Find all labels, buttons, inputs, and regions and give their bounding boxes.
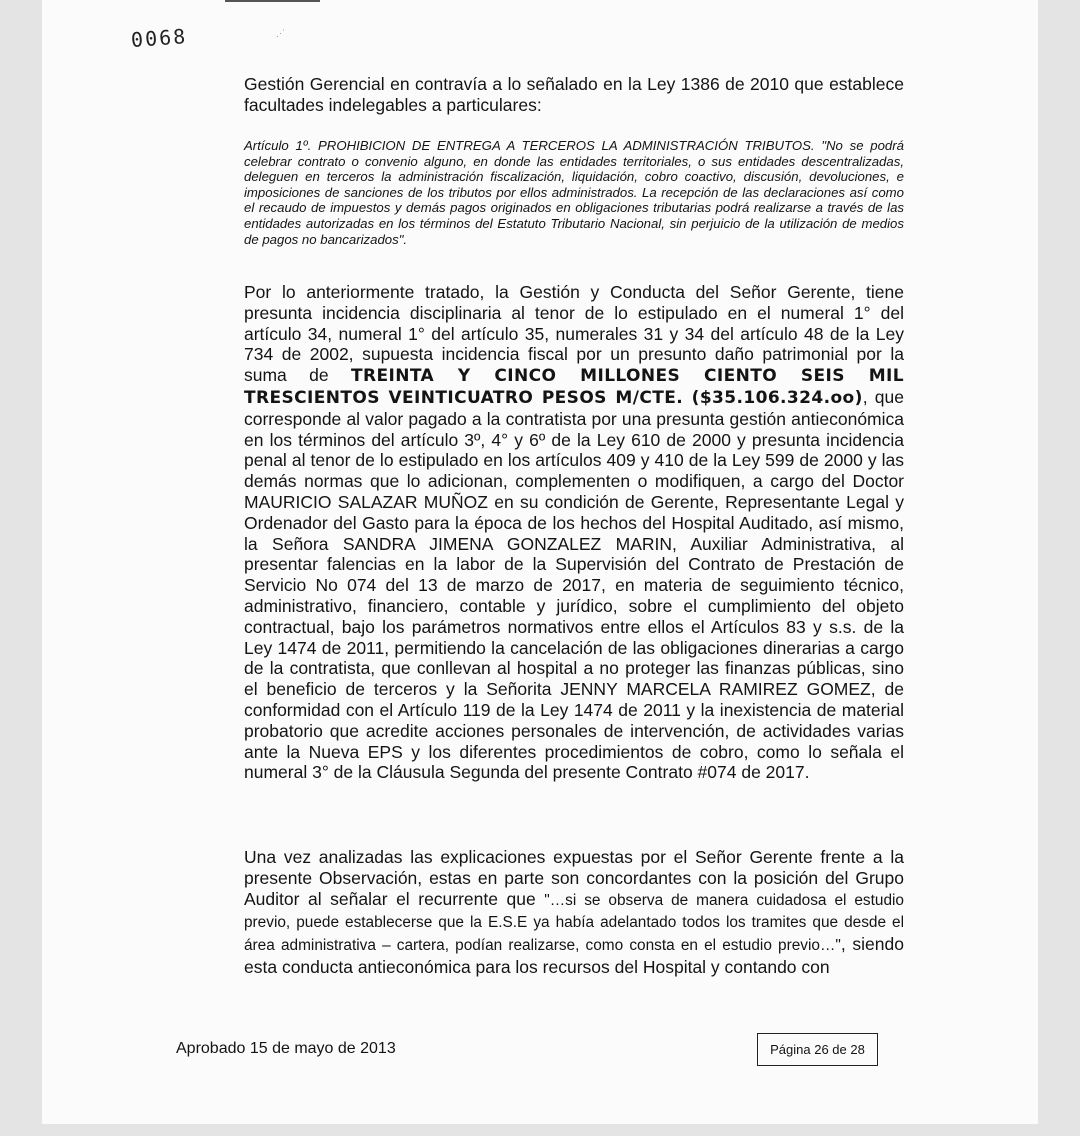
scan-mark: ⋰ xyxy=(276,28,285,38)
appellant-quote: "…si se observa de manera cuidadosa el estudio previo, puede establecerse que la E.S.E ya había adelantado todos los tramites que desde el área administrativa – cartera, podían realizarse, como consta en el estudio previo…" xyxy=(244,891,904,955)
analysis-text-end: , siendo esta conducta antieconómica para los recursos del Hospital y contando con xyxy=(244,934,904,977)
analysis-paragraph xyxy=(244,847,904,978)
approval-date: Aprobado 15 de mayo de 2013 xyxy=(176,1040,396,1057)
findings-paragraph xyxy=(244,282,904,783)
page-number: Página 26 de 28 xyxy=(770,1042,865,1057)
findings-text-end: , que corresponde al valor pagado a la contratista por una presunta gestión antieconómica en los términos del artículo 3º, 4° y 6º de la Ley 610 de 2000 y presunta incidencia penal al tenor de lo estipulado en los artículos 409 y 410 de la Ley 599 de 2000 y las demás normas que lo adicionan, complementen o modifiquen, a cargo del Doctor MAURICIO SALAZAR MUÑOZ en su condición de Gerente, Representante Legal y Ordenador del Gasto para la época de los hechos del Hospital Auditado, así mismo, la Señora SANDRA JIMENA GONZALEZ MARIN, Auxiliar Administrativa, al presentar falencias en la labor de la Supervisión del Contrato de Prestación de Servicio No 074 del 13 de marzo de 2017, en materia de seguimiento técnico, administrativo, financiero, contable y jurídico, sobre el cumplimiento del objeto contractual, bajo los parámetros normativos entre ellos el Artículos 83 y s.s. de la Ley 1474 de 2011, permitiendo la cancelación de las obligaciones dinerarias a cargo de la contratista, que conllevan al hospital a no proteger las finanzas públicas, sino el beneficio de terceros y la Señorita JENNY MARCELA RAMIREZ GOMEZ, de conformidad con el Artículo 119 de la Ley 1474 de 2011 y la inexistencia de material probatorio que acredite acciones personales de intervención, de actividades varias ante la Nueva EPS y los diferentes procedimientos de cobro, como lo señala el numeral 3° de la Cláusula Segunda del presente Contrato #074 de 2017. xyxy=(244,386,904,783)
intro-paragraph: Gestión Gerencial en contravía a lo señalado en la Ley 1386 de 2010 que establece facultades indelegables a particulares: xyxy=(244,74,904,115)
analysis-text-start: Una vez analizadas las explicaciones expuestas por el Señor Gerente frente a la presente Observación, estas en parte son concordantes con la posición del Grupo Auditor al señalar el recurrente que xyxy=(244,847,904,909)
damage-amount: TREINTA Y CINCO MILLONES CIENTO SEIS MIL TRESCIENTOS VEINTICUATRO PESOS M/CTE. ($35.106.324.oo) xyxy=(244,366,904,408)
top-rule xyxy=(225,0,320,2)
page-number-box xyxy=(757,1033,878,1066)
law-quote: Artículo 1º. PROHIBICION DE ENTREGA A TERCEROS LA ADMINISTRACIÓN TRIBUTOS. "No se podrá celebrar contrato o convenio alguno, en donde las entidades territoriales, o sus entidades descentralizadas, deleguen en terceros la administración fiscalización, liquidación, cobro coactivo, discusión, devoluciones, e imposiciones de sanciones de los tributos por ellos administrados. La recepción de las declaraciones así como el recaudo de impuestos y demás pagos originados en obligaciones tributarias podrá realizarse a través de las entidades autorizadas en los términos del Estatuto Tributario Nacional, sin perjuicio de la utilización de medios de pagos no bancarizados". xyxy=(244,138,904,247)
folio-stamp: 0068 xyxy=(130,24,188,52)
findings-text-start: Por lo anteriormente tratado, la Gestión y Conducta del Señor Gerente, tiene presunta incidencia disciplinaria al tenor de lo estipulado en el numeral 1° del artículo 34, numeral 1° del artículo 35, numerales 31 y 34 del artículo 48 de la Ley 734 de 2002, supuesta incidencia fiscal por un presunto daño patrimonial por la suma de xyxy=(244,282,904,386)
